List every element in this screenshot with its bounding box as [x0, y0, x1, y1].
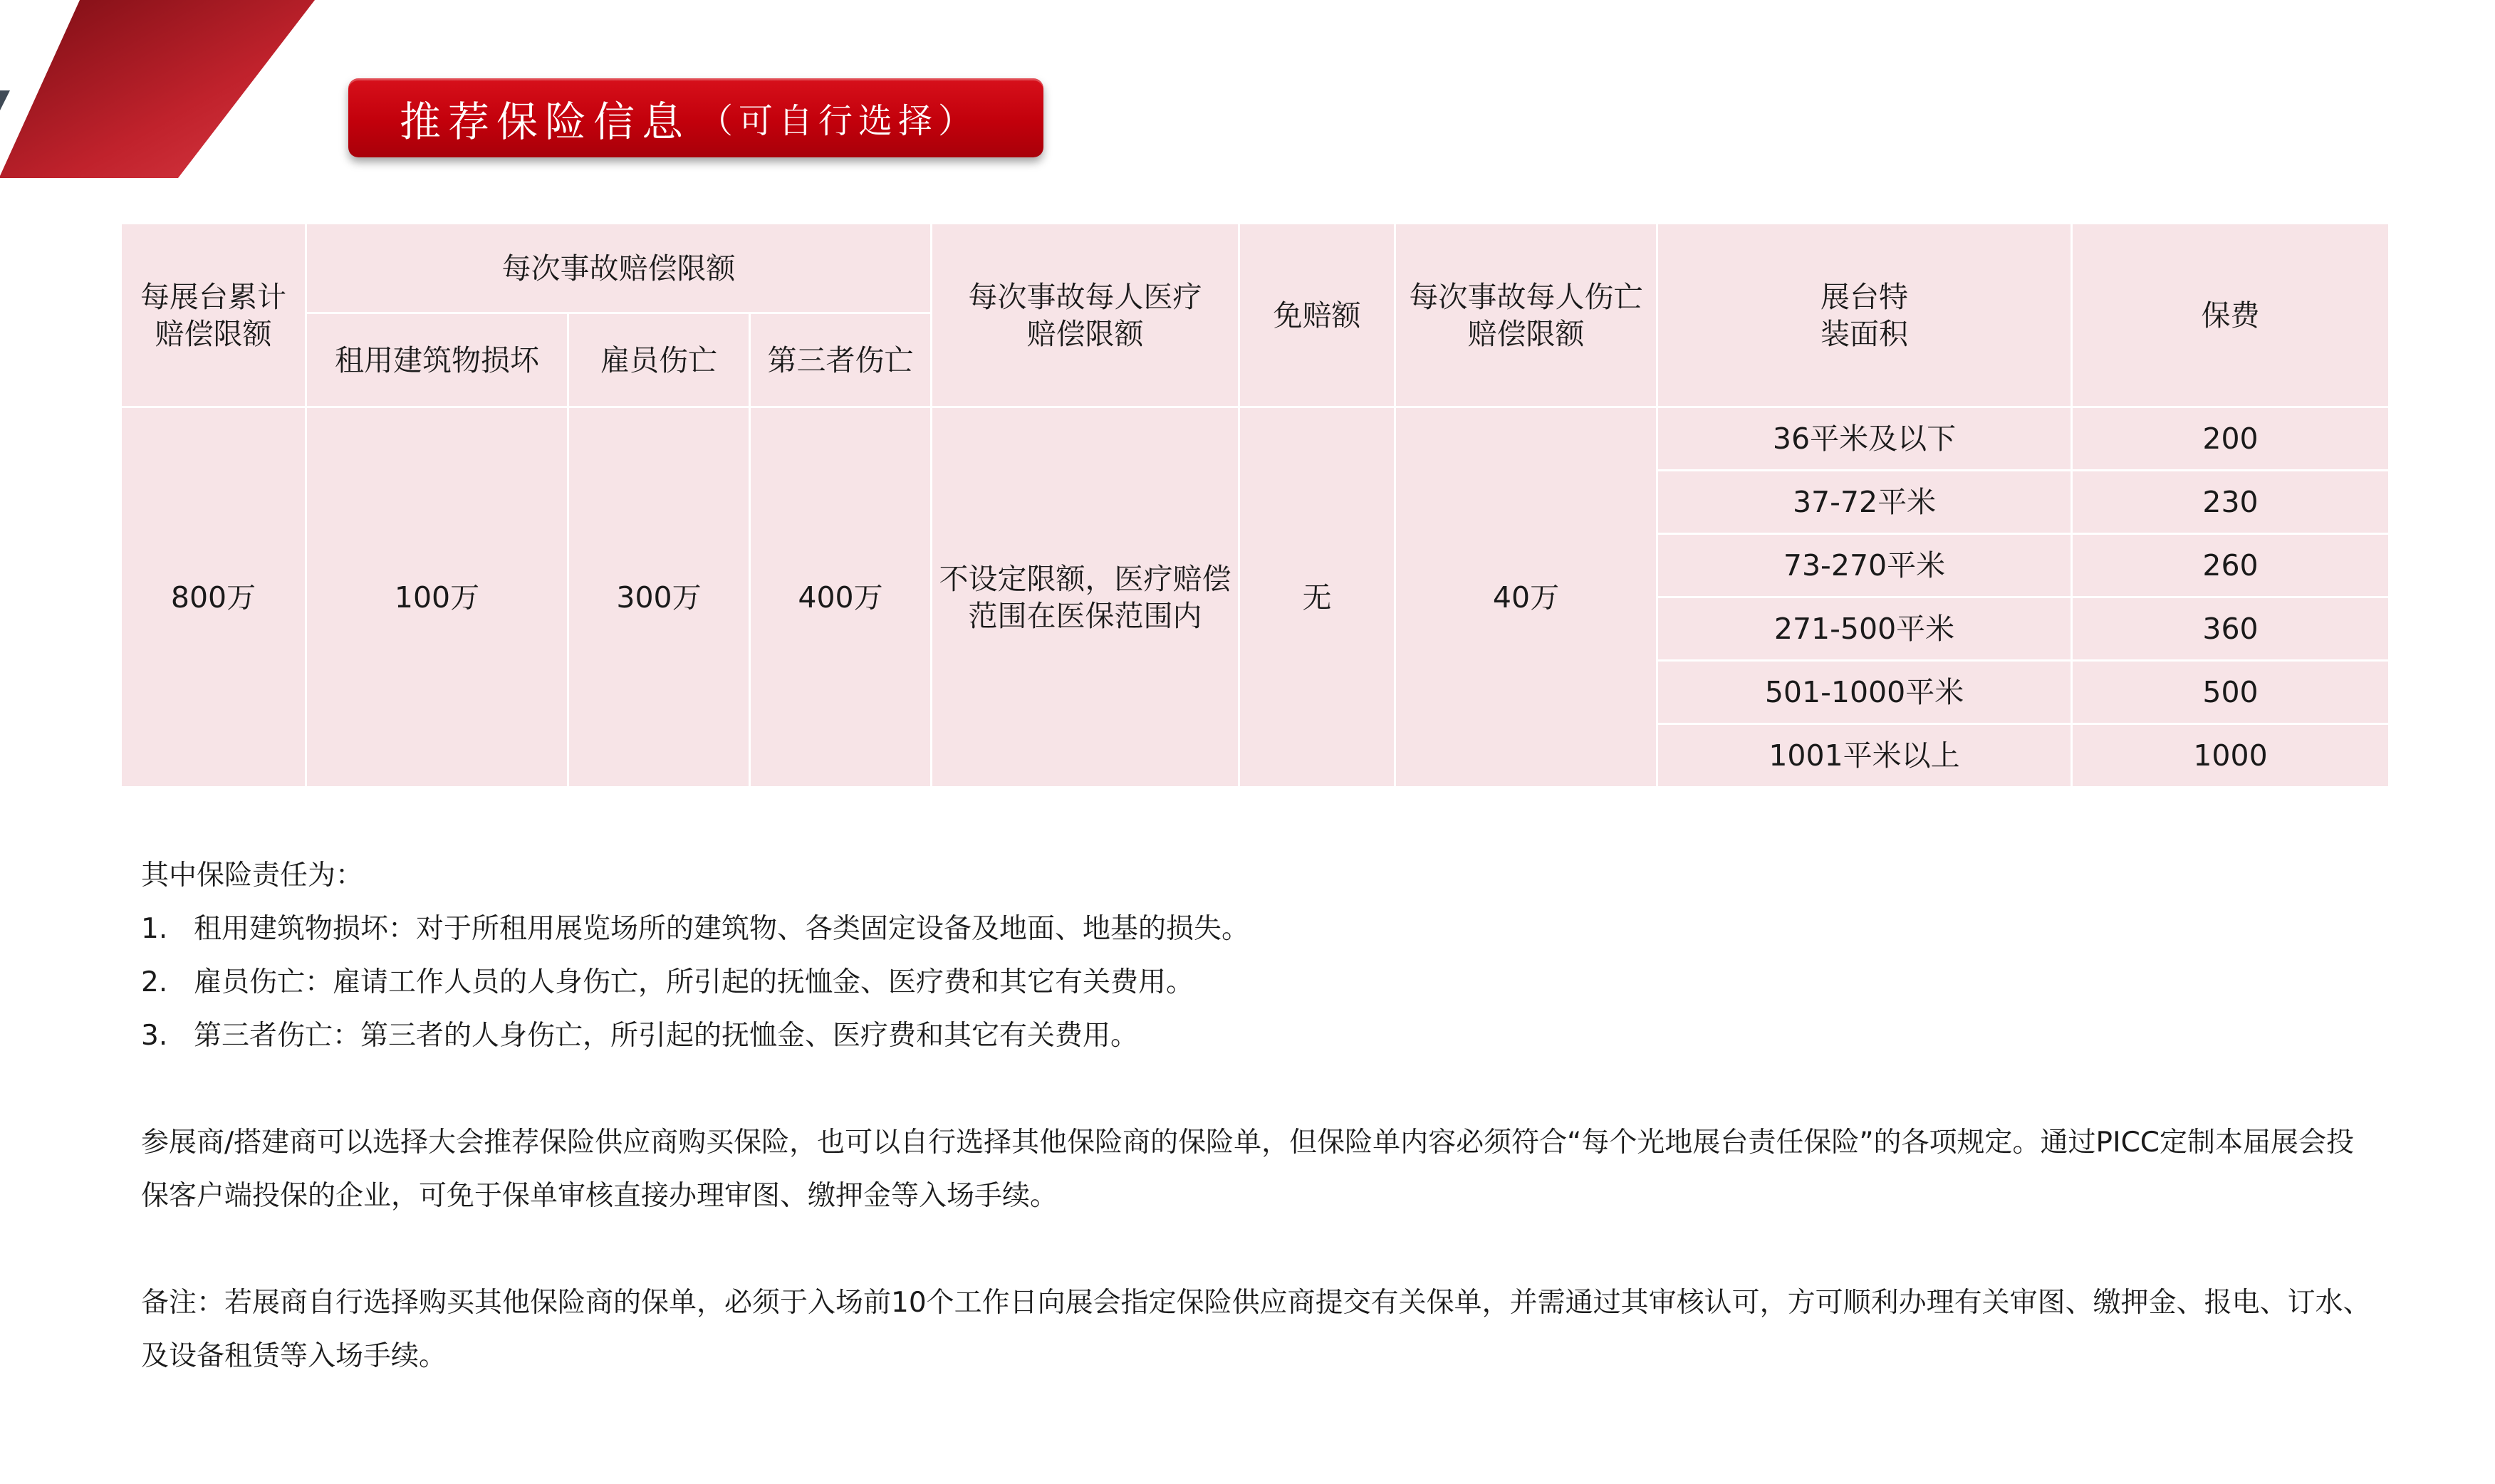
header-employee-injury: 雇员伤亡: [568, 313, 750, 407]
cell-premium: 260: [2072, 534, 2390, 597]
header-personal-injury-limit: 每次事故每人伤亡赔偿限额: [1395, 224, 1657, 407]
cell-premium: 500: [2072, 661, 2390, 724]
cell-booth-area: 1001平米以上: [1657, 724, 2072, 788]
header-per-accident-limit: 每次事故赔偿限额: [306, 224, 932, 313]
header-deductible: 免赔额: [1239, 224, 1395, 407]
cell-booth-area: 271-500平米: [1657, 597, 2072, 661]
header-rented-building-damage: 租用建筑物损坏: [306, 313, 568, 407]
section-title-banner: [348, 78, 1043, 157]
list-item-number: 3.: [141, 1020, 168, 1052]
list-item: [141, 1009, 2377, 1062]
purchase-paragraph: 参展商/搭建商可以选择大会推荐保险供应商购买保险，也可以自行选择其他保险商的保险单，但保险单内容必须符合“每个光地展台责任保险”的各项规定。通过PICC定制本届展会投保客户端投保的企业，可免于保单审核直接办理审图、缴押金等入场手续。: [141, 1127, 2355, 1212]
cell-premium: 360: [2072, 597, 2390, 661]
header-medical-limit: 每次事故每人医疗赔偿限额: [932, 224, 1239, 407]
remark-paragraph: 备注：若展商自行选择购买其他保险商的保单，必须于入场前10个工作日向展会指定保险供应商提交有关保单，并需通过其审核认可，方可顺利办理有关审图、缴押金、报电、订水、及设备租赁等入场手续。: [141, 1287, 2371, 1372]
cell-booth-area: 73-270平米: [1657, 534, 2072, 597]
cell-rented-building-damage: 100万: [306, 407, 568, 788]
cell-deductible: 无: [1239, 407, 1395, 788]
section-title: 推荐保险信息: [400, 97, 691, 146]
cell-booth-area: 501-1000平米: [1657, 661, 2072, 724]
header-row: [121, 224, 2390, 313]
list-item-text: 第三者伤亡：第三者的人身伤亡，所引起的抚恤金、医疗费和其它有关费用。: [194, 1020, 1139, 1052]
cell-premium: 200: [2072, 407, 2390, 471]
list-item: [141, 902, 2377, 956]
responsibility-title: 其中保险责任为：: [141, 859, 364, 892]
header-booth-area: 展台特装面积: [1657, 224, 2072, 407]
cell-medical-limit: 不设定限额，医疗赔偿范围在医保范围内: [932, 407, 1239, 788]
list-item-number: 2.: [141, 966, 168, 998]
cell-booth-area: 36平米及以下: [1657, 407, 2072, 471]
cell-employee-injury: 300万: [568, 407, 750, 788]
list-item-number: 1.: [141, 913, 168, 945]
list-item-text: 雇员伤亡：雇请工作人员的人身伤亡，所引起的抚恤金、医疗费和其它有关费用。: [194, 966, 1194, 998]
list-item-text: 租用建筑物损坏：对于所租用展览场所的建筑物、各类固定设备及地面、地基的损失。: [194, 913, 1250, 945]
spacer: [141, 1062, 2377, 1116]
cell-cumulative-limit: 800万: [121, 407, 306, 788]
header-third-party-injury: 第三者伤亡: [750, 313, 932, 407]
table-row: [121, 407, 2390, 471]
cell-booth-area: 37-72平米: [1657, 471, 2072, 534]
list-item: [141, 956, 2377, 1009]
section-subtitle: （可自行选择）: [699, 101, 979, 141]
header-cumulative-limit: 每展台累计赔偿限额: [121, 224, 306, 407]
spacer: [141, 1223, 2377, 1276]
notes-section: [141, 849, 2377, 1383]
cell-premium: 1000: [2072, 724, 2390, 788]
insurance-table: [120, 222, 2390, 788]
header-premium: 保费: [2072, 224, 2390, 407]
corner-decoration: [0, 0, 328, 185]
corner-gray-stripe: [0, 90, 10, 110]
cell-personal-injury-limit: 40万: [1395, 407, 1657, 788]
cell-premium: 230: [2072, 471, 2390, 534]
corner-red-stripe: [0, 0, 315, 178]
cell-third-party-injury: 400万: [750, 407, 932, 788]
